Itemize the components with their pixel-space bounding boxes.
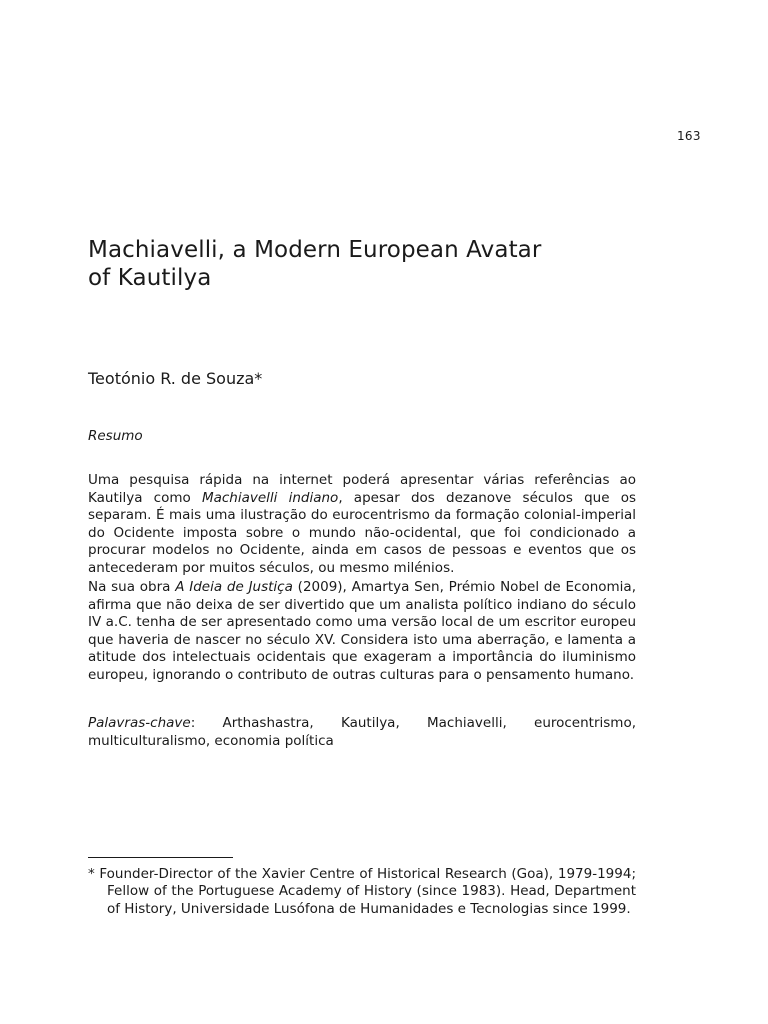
article-title: [88, 236, 648, 292]
abstract-p2-text-b: (2009), Amartya Sen, Prémio Nobel de Economia, afirma que não deixa de ser divertido que um analista político indiano do século IV a.C. tenha de ser apresentado como uma versão local de um escritor europeu que haveria de nascer no século XV. Considera isto uma aberração, e lamenta a atitude dos intelectuais ocidentais que exageram a importância do iluminismo europeu, ignorando o contributo de outras culturas para o pensamento humano.: [88, 579, 636, 683]
abstract-p2-emphasis: A Ideia de Justiça: [175, 579, 293, 595]
abstract-p2-text-a: Na sua obra: [88, 579, 176, 595]
keywords: [88, 715, 636, 750]
author-name: Teotónio R. de Souza*: [88, 369, 263, 388]
title-line-2: of Kautilya: [88, 265, 212, 291]
abstract-paragraph-2: [88, 579, 636, 685]
abstract-heading: Resumo: [88, 428, 143, 444]
abstract-p1-text-b: , apesar dos dezanove séculos que os separam. É mais uma ilustração do eurocentrismo da formação colonial-imperial do Ocidente imposta sobre o mundo não-ocidental, que foi condicionado a procurar modelos no Ocidente, ainda em casos de pessoas e eventos que os antecederam por muitos séculos, ou mesmo milénios.: [88, 489, 636, 576]
page-number: 163: [677, 129, 701, 143]
keywords-list: : Arthashastra, Kautilya, Machiavelli, eurocentrismo, multiculturalismo, economia política: [88, 715, 636, 749]
author-footnote: * Founder-Director of the Xavier Centre of Historical Research (Goa), 1979-1994; Fellow of the Portuguese Academy of History (since 1983). Head, Department of History, Universidade Lusófona de Humanidades e Tecnologias since 1999.: [88, 866, 636, 917]
abstract-p1-text-a: Uma pesquisa rápida na internet poderá apresentar várias referências ao Kautilya como: [88, 472, 636, 506]
keywords-label: Palavras-chave: [88, 715, 191, 731]
footnote-divider: [88, 857, 233, 858]
abstract-paragraph-1: [88, 472, 636, 578]
title-line-1: Machiavelli, a Modern European Avatar: [88, 237, 542, 263]
abstract-p1-emphasis: Machiavelli indiano: [201, 489, 339, 506]
